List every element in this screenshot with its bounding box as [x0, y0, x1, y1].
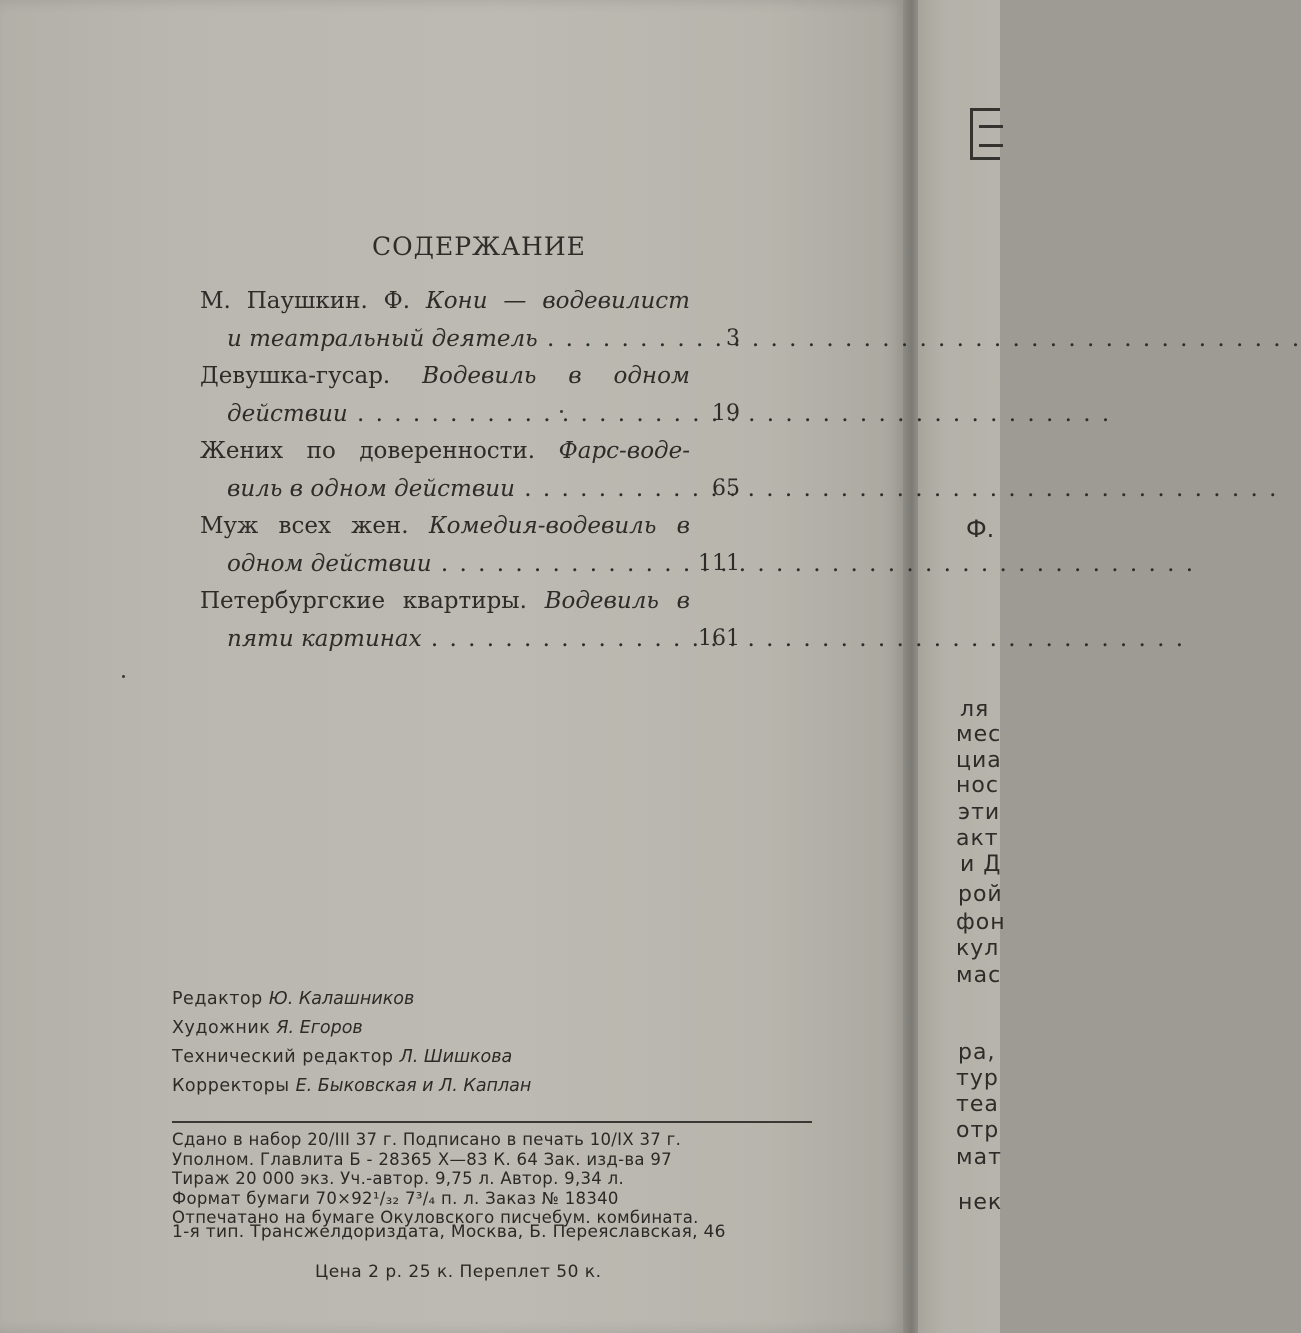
publisher-logo-icon [970, 108, 1000, 160]
credit-name: Я. Егоров [276, 1018, 363, 1038]
right-page-fragment: мес [956, 722, 1002, 747]
price-line: Цена 2 р. 25 к. Переплет 50 к. [315, 1262, 602, 1282]
toc-entry-line2 [227, 476, 697, 502]
toc-entry-line2 [227, 326, 697, 352]
right-page-fragment: мас [956, 963, 1002, 988]
credit-line [172, 1043, 531, 1072]
imprint-block [172, 1130, 812, 1228]
credit-role: Редактор [172, 989, 269, 1009]
right-page-fragment: акт [956, 826, 999, 851]
toc-entry-subtitle: действии [227, 401, 348, 427]
dot-leader [515, 476, 1279, 502]
right-page-fragment: эти [958, 800, 1001, 825]
imprint-line: Тираж 20 000 экз. Уч.-автор. 9,75 л. Автор. 9,34 л. [172, 1169, 625, 1188]
toc-page-number: 3 [726, 326, 740, 351]
toc-page-number: 19 [712, 401, 740, 426]
right-page-letter: Ф. [966, 515, 995, 543]
toc-entry-subtitle: пяти картинах [227, 626, 422, 652]
speck [560, 410, 563, 413]
credits-block [172, 985, 531, 1101]
right-page-fragment: кул [956, 936, 1000, 961]
toc-title: СОДЕРЖАНИЕ [372, 232, 586, 261]
toc-entry [200, 513, 760, 588]
imprint-line: Сдано в набор 20/III 37 г. Подписано в печать 10/IX 37 г. [172, 1130, 682, 1149]
right-page-fragment: ра, [958, 1040, 996, 1065]
table-of-contents [200, 288, 760, 663]
toc-entry-subtitle: Кони — водевилист [425, 288, 690, 314]
dot-leader [422, 626, 1186, 652]
toc-entry-subtitle: и театральный деятель [227, 326, 538, 352]
right-page [918, 0, 1006, 1333]
credit-name: Л. Шишкова [399, 1047, 513, 1067]
toc-entry-line1 [200, 438, 690, 464]
toc-entry-heading: Муж всех жен. [200, 513, 429, 539]
credit-line [172, 985, 531, 1014]
toc-page-number: 161 [698, 626, 740, 651]
toc-entry-heading: Петербургские квартиры. [200, 588, 545, 614]
right-page-fragment: и Д [960, 852, 1002, 877]
imprint-line: Уполном. Главлита Б - 28365 Х—83 К. 64 Зак. изд-ва 97 [172, 1149, 672, 1169]
imprint-line: Формат бумаги 70×92¹/₃₂ 7³/₄ п. л. Заказ № 18340 [172, 1188, 619, 1208]
toc-entry-heading: Ф. [383, 288, 426, 314]
dot-leader [538, 326, 1301, 352]
right-page-fragment: нек [958, 1190, 1003, 1215]
toc-entry-line2 [227, 551, 697, 577]
right-page-fragment: фон [956, 910, 1006, 935]
right-page-fragment: теа [956, 1092, 999, 1117]
toc-entry-line1 [200, 513, 690, 539]
toc-entry-line2 [227, 401, 697, 427]
toc-entry-heading: М. Паушкин. [200, 288, 384, 314]
toc-entry [200, 288, 760, 363]
credit-role: Художник [172, 1018, 277, 1038]
right-page-fragment: отр [956, 1118, 1000, 1143]
right-page-fragment: рой [958, 882, 1003, 907]
printer-line: 1-я тип. Трансжелдориздата, Москва, Б. Переяславская, 46 [172, 1222, 726, 1242]
dot-leader [432, 551, 1196, 577]
toc-entry-line1 [200, 363, 690, 389]
credit-line [172, 1014, 531, 1043]
toc-page-number: 111 [698, 551, 740, 576]
right-page-fragment: ля [960, 697, 990, 722]
toc-page-number: 65 [712, 476, 740, 501]
toc-entry-line1 [200, 588, 690, 614]
credit-role: Технический редактор [172, 1047, 400, 1067]
right-page-fragment: тур [956, 1066, 999, 1091]
toc-entry-subtitle: Водевиль в одном [422, 363, 690, 389]
credit-name: Ю. Калашников [268, 989, 415, 1009]
toc-entry-line2 [227, 626, 697, 652]
credit-line [172, 1072, 531, 1101]
right-page-fragment: мат [956, 1145, 1002, 1170]
credit-name: Е. Быковская и Л. Каплан [295, 1076, 532, 1096]
divider [172, 1121, 812, 1123]
toc-entry-subtitle: виль в одном действии [227, 476, 515, 502]
right-page-fragment: циа [956, 748, 1002, 773]
toc-entry-heading: Жених по доверенности. [200, 438, 559, 464]
right-page-fragment: нос [956, 773, 999, 798]
toc-entry-heading: Девушка-гусар. [200, 363, 423, 389]
toc-entry [200, 363, 760, 438]
toc-entry [200, 588, 760, 663]
toc-entry-subtitle: одном действии [227, 551, 432, 577]
toc-entry [200, 438, 760, 513]
toc-entry-subtitle: Водевиль в [544, 588, 690, 614]
imprint-line: Отпечатано на бумаге Окуловского писчебум. комбината. [172, 1208, 699, 1227]
toc-entry-subtitle: Комедия-водевиль в [428, 513, 690, 539]
toc-entry-line1 [200, 288, 690, 314]
speck [122, 675, 125, 678]
toc-entry-subtitle: Фарс-воде- [558, 438, 690, 464]
credit-role: Корректоры [172, 1076, 296, 1096]
